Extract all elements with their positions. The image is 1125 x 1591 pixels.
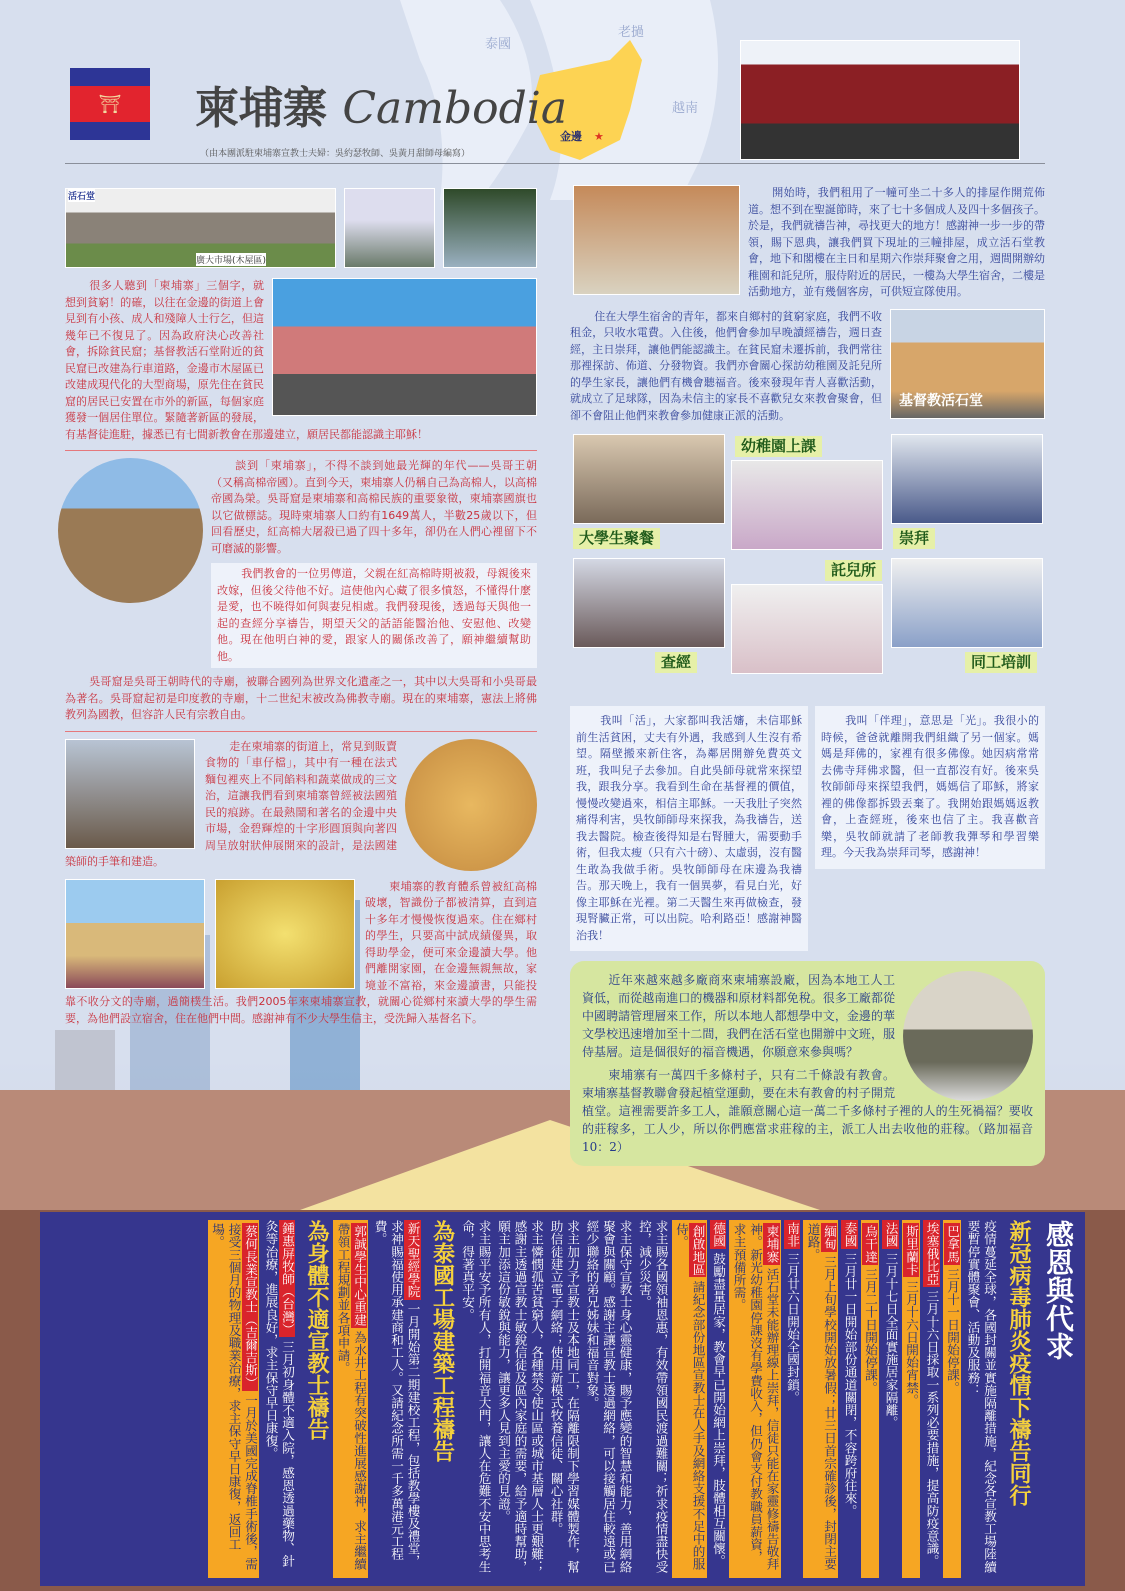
prayer-item xyxy=(841,1220,858,1578)
angkor-wat-photo xyxy=(58,458,203,603)
caption-kindergarten: 幼稚園上課 xyxy=(735,436,822,457)
food-cart-photo xyxy=(65,739,195,849)
prayer-text: 三月十六日開始宵禁。 xyxy=(904,1280,919,1407)
prayer-item xyxy=(943,1220,962,1578)
prayer-text: 三月初身體不適入院，感恩透過藥物、針灸等治療，進展良好，求主保守早日康復。 xyxy=(263,1220,295,1568)
prayer-text: 三月十六日採取一系列必要措施，提高防疫意識。 xyxy=(924,1290,940,1568)
prayer-tag: 創啟地區 xyxy=(690,1225,706,1276)
prayer-item xyxy=(710,1220,727,1578)
worship-photo xyxy=(891,434,1043,524)
congregation-photo xyxy=(573,185,740,295)
recruitment-box xyxy=(570,961,1045,1166)
testimony-huo: 我叫「活」，大家都叫我活嬸，未信耶穌前生活貧困，丈夫有外遇，我感到人生沒有希望。隔壁搬來新住客，為鄰居開辦免費英文班，我叫兒子去參加。自此吳師母就常來探望我，跟我分享。我看到生命在基督裡的價值，慢慢改變過來，相信主耶穌。一天我肚子突然痛得利害，吳牧師師母來探我，為我禱告，送我去醫院。檢查後得知是右腎腫大，需要動手術，但我太瘦（只有六十磅）、太虛弱，沒有醫生敢為我做手術。吳牧師師母在床邊為我禱告。那天晚上，我有一個異夢，看見白光，好像主耶穌在光裡。第二天醫生來再做檢查，發現腎臟正常，可以出院。哈利路亞！感謝神醫治我！ xyxy=(576,714,802,942)
prayer-text: 求主憐憫孤苦貧窮人，各種禁令使山區或城市基層人士更艱難；感謝主透過宣教士敏銳信徒及區內家庭的需要，給予適時幫助，願主加添這份敏銳與能力，讓更多人見到主愛的見證。 xyxy=(496,1220,544,1573)
prayer-text: 三月十一日開始停課。 xyxy=(945,1267,960,1394)
left-column xyxy=(65,188,537,1027)
prayer-item xyxy=(547,1220,580,1578)
prayer-item xyxy=(803,1220,838,1578)
prayer-item xyxy=(729,1220,781,1578)
caption-church: 活石堂 xyxy=(68,189,95,202)
prayer-item xyxy=(459,1220,492,1578)
paragraph-student-dorm: 住在大學生宿舍的青年，都來自鄉村的貧窮家庭，我們不收租金，只收水電費。入住後，他們會參加早晚讀經禱告，週日查經，主日崇拜，讓他們能認識主。在貧民窟未遷拆前，我們常往那裡探訪、佈道、分發物資。我們亦會關心探訪幼稚園及託兒所的學生家長，讓他們有機會聽福音。後來發現年青人喜歡活動，就成立了足球隊，因為未信主的家長不喜歡兒女來教會聚會，但卻不會阻止他們來教會參加健康正派的活動。 xyxy=(570,309,882,422)
prayer-text: 求主賜平安予所有人，打開福音大門，讓人在危難不安中思考生命，得著真平安。 xyxy=(460,1220,492,1573)
prayer-item xyxy=(923,1220,940,1578)
prayer-text: 一月開始第二期建校工程，包括教學樓及禮堂，求神賜福使用承建商和工人。又請紀念所需一千多萬港元工程費。 xyxy=(372,1220,421,1568)
prayer-item xyxy=(583,1220,633,1578)
prayer-text: 鼓勵盡量居家，教會早已開始網上崇拜，肢體相互關懷。 xyxy=(711,1252,726,1568)
nursery-photo xyxy=(731,584,883,674)
bible-study-photo xyxy=(573,558,725,648)
paragraph-preacher-story: 我們教會的一位男傳道，父親在紅高棉時期被殺，母親後來改嫁，但後父待他不好。這使他內心藏了很多憤怒，不懂得什麼是愛，也不曉得如何與妻兒相處。我們發現後，透過每天與他一起的查經分享禱告，期望天父的話語能醫治他、安慰他、改變他。現在他明白神的愛，跟家人的關係改善了，願神繼續幫助他。 xyxy=(217,567,531,663)
church-building-photo xyxy=(890,309,1045,419)
training-photo xyxy=(891,558,1043,648)
prayer-text: 三月上旬學校開始放暑假；廿三日首宗確診後，封閉主要道路。 xyxy=(805,1223,837,1571)
testimony-banli: 我叫「伴理」，意思是「光」。我很小的時候，爸爸就離開我們組織了另一個家。媽媽是拜佛的，家裡有很多佛像。她因病常常去佛寺拜佛求醫，但一直都沒有好。後來吳牧師師母來探望我們，媽媽信了耶穌，將家裡的佛像都拆毀丟棄了。我開始跟媽媽返教會，上查經班，後來也信了主。我喜歡音樂，吳牧師就請了老師教我彈琴和學習樂理。今天我為崇拜司琴，感謝神！ xyxy=(821,714,1039,859)
map-label-thailand: 泰國 xyxy=(485,37,512,52)
paragraph-poverty: 很多人聽到「柬埔寨」三個字，就想到貧窮！的確，以往在金邊的街道上會見到有小孩、成人和殘障人士行乞，但這幾年已不復見了。因為政府決心改善社會，拆除貧民窟；基督教活石堂附近的貧民窟已改建為行車道路，金邊市木屋區已改建成現代化的大型商場，原先住在貧民窟的居民已安置在市外的新區，每個家庭獲發一個居住單位。緊隨著新區的發展，有基督徒進駐，據悉已有七間新教會在那邊建立，願居民都能認識主耶穌！ xyxy=(65,279,428,441)
paragraph-angkor-history: 談到「柬埔寨」，不得不談到她最光輝的年代——吳哥王朝（又稱高棉帝國）。直到今天，柬埔寨人仍稱自己為高棉人，以高棉帝國為榮。吳哥窟是柬埔寨和高棉民族的重要象徵，柬埔寨國旗也以它做標誌。現時柬埔寨人口約有1649萬人，半數25歲以下，但回看歷史，紅高棉大屠殺已過了四十多年，卻仍在人們心裡留下不可磨滅的影響。 xyxy=(211,459,537,555)
health-prayer-item xyxy=(262,1220,295,1578)
header-divider xyxy=(65,163,1045,164)
prayer-subtitle: 新冠病毒肺炎疫情下禱告同行 xyxy=(1006,1220,1031,1506)
caption-bible-study: 查經 xyxy=(655,652,697,673)
caption-slum: 廣大市場(木屋區) xyxy=(196,253,266,266)
street-photo xyxy=(344,188,435,268)
prayer-title: 感恩與代求 xyxy=(1042,1220,1075,1360)
prayer-text: 為水井工程有突破性進展感謝神，求主繼續帶領工程規劃並各項申請。 xyxy=(335,1223,367,1571)
prayer-item xyxy=(882,1220,899,1578)
prayer-tag: 緬甸 xyxy=(822,1225,837,1251)
prayer-item xyxy=(861,1220,880,1578)
capital-star-icon: ★ xyxy=(594,130,604,143)
prayer-text: 三月廿一日開始部份通道關閉，不容跨府往來。 xyxy=(842,1252,858,1517)
prayer-tag: 南非 xyxy=(785,1222,800,1248)
page-title: 柬埔寨 Cambodia xyxy=(195,83,568,134)
mall-photo xyxy=(272,278,537,416)
prayer-tag: 法國 xyxy=(883,1222,899,1248)
caption-nursery: 託兒所 xyxy=(825,560,882,581)
photo-grid xyxy=(570,434,1045,700)
prayer-item xyxy=(902,1220,921,1578)
tuktuk-sunset-photo xyxy=(903,971,1033,1101)
slum-photo xyxy=(65,188,336,268)
health-prayer-item xyxy=(208,1220,260,1578)
prayer-requests-panel xyxy=(40,1212,1085,1586)
prayer-item xyxy=(636,1220,669,1578)
prayer-item xyxy=(672,1220,707,1578)
prayer-tag: 烏干達 xyxy=(863,1225,878,1263)
prayer-text: 一月於美國完成脊椎手術後，需接受三個月的物理及職業治療，求主保守早日康復，返回工場。 xyxy=(210,1223,258,1571)
prayer-item xyxy=(495,1220,545,1578)
map-label-vietnam: 越南 xyxy=(672,101,699,116)
caption-church-sign: 基督教活石堂 xyxy=(899,392,983,409)
thai-prayer-item xyxy=(333,1220,368,1578)
prayer-text: 三月二十日開始停課。 xyxy=(863,1267,878,1394)
prayer-text: 三月廿六日開始全國封鎖。 xyxy=(785,1252,800,1404)
paragraph-angkor-religion: 吳哥窟是吳哥王朝時代的寺廟，被聯合國列為世界文化遺產之一，其中以大吳哥和小吳哥最為著名。吳哥窟起初是印度教的寺廟，十二世紀末被改為佛教寺廟。現在的柬埔寨，憲法上將佛教列為國教，但容許人民有宗教自由。 xyxy=(65,675,537,721)
prayer-tag: 德國 xyxy=(711,1222,726,1248)
paragraph-chinese-class: 近年來越來越多廠商來柬埔寨設廠，因為本地工人工資低，而從越南進口的機器和原材料都免稅。很多工廠都從中國聘請管理層來工作，所以本地人都想學中文，金邊的華文學校迅速增加至十二間，我們在活石堂也開辦中文班，服侍基層。這是個很好的福音機遇，你願意來參與嗎？ xyxy=(582,973,895,1059)
prayer-tag: 埃塞俄比亞 xyxy=(924,1222,940,1285)
student-meal-photo xyxy=(573,434,725,524)
prayer-text: 請紀念部份地區宣教士在人手及網絡支援不足中的服侍。 xyxy=(674,1223,706,1571)
prayer-tag: 柬埔寨 xyxy=(764,1225,780,1263)
prayer-tag: 郭誠學生中心重建 xyxy=(352,1225,367,1326)
market-dome-photo xyxy=(215,879,355,989)
prayer-tag: 蔡何長業宣教士（吉爾吉斯） xyxy=(243,1225,258,1389)
central-market-photo xyxy=(65,879,205,989)
paragraph-church-start: 開始時，我們租用了一幢可坐二十多人的排屋作開荒佈道。想不到在聖誕節時，來了七十多個成人及四十多個孩子。於是，我們就禱告神，尋找更大的地方！感謝神一步一步的帶領，賜下恩典，讓我們買下現址的三幢排屋，成立活石堂教會，地下和閣樓在主日和星期六作崇拜聚會之用，週間開辦幼稚園和託兒所，服侍附近的居民，一樓為大學生宿舍，二樓是活動地方，並有幾個客房，可供短宣隊使用。 xyxy=(748,186,1045,298)
prayer-tag: 巴拿馬 xyxy=(945,1225,960,1263)
sandwich-photo xyxy=(405,739,537,871)
prayer-tag: 泰國 xyxy=(842,1222,858,1248)
prayer-tag: 新天聖經學院 xyxy=(405,1222,421,1298)
divider xyxy=(65,450,537,451)
prayer-text: 求主保守宣教士身心靈健康，賜予應變的智慧和能力，善用網絡聚會與關顧。感謝主讓宣教士透過網絡，可以接觸居住較遠或已經少聯絡的弟兄姊妹和福音對象。 xyxy=(584,1220,633,1573)
paragraph-education: 柬埔寨的教育體系曾被紅高棉破壞，智識份子都被清算，直到這十多年才慢慢恢復過來。住在鄉村的學生，只要高中試成績優異，取得助學金，便可來金邊讀大學。他們離開家園，在金邊無親無故，家境並不富裕，來金邊讀書，只能投靠不收分文的寺廟，過簡樸生活。我們2005年來柬埔寨宣教，就關心從鄉村來讀大學的學生需要，為他們設立宿舍，住在他們中間。感謝神有不少大學生信主，受洗歸入基督名下。 xyxy=(65,879,537,1025)
prayer-tag: 鍾惠屏牧師（台灣） xyxy=(280,1222,295,1336)
prayer-text: 三月十七日全面實施居家隔離。 xyxy=(883,1252,899,1429)
paragraph-church-planting: 柬埔寨有一萬四千多條村子，只有二千條設有教會。柬埔寨基督教聯會發起植堂運動，要在未有教會的村子開荒植堂。這裡需要許多工人，誰願意關心這一萬二千多條村子裡的人的生死禍福？要收的莊稼多，工人少，所以你們應當求莊稼的主，派工人出去收他的莊稼。（路加福音10：2） xyxy=(582,1068,1033,1154)
canal-photo xyxy=(443,188,537,268)
kindergarten-photo xyxy=(731,460,883,550)
prayer-item xyxy=(784,1220,801,1578)
prayer-text: 求主加力予宣教士及本地同工，在隔離限制下學習媒體製作，幫助信徒建立電子網絡；使用新模式牧養信徒、關心社群。 xyxy=(548,1220,580,1573)
caption-worship: 崇拜 xyxy=(893,528,935,549)
byline: （由本團派駐柬埔寨宣教士夫婦：吳約瑟牧師、吳黃月甜師母編寫） xyxy=(200,149,471,159)
health-heading: 為身體不適宣教士禱告 xyxy=(304,1220,329,1440)
thai-prayer-item xyxy=(371,1220,421,1578)
prayer-text: 活石堂未能辦理線上崇拜，信徒只能在家靈修禱告敬拜神。新光幼稚園停課沒有學費收入，但仍會支付教職員薪資，求主預備所需。 xyxy=(731,1223,780,1571)
prayer-text: 求主賜各國領袖恩惠，有效帶領國民渡過難關；祈求疫情盡快受控，減少災害。 xyxy=(637,1220,669,1573)
thai-heading: 為泰國工場建築工程禱告 xyxy=(429,1220,455,1462)
paragraph-street-food: 走在柬埔寨的街道上，常見到販賣食物的「車仔檔」，其中有一種在法式麵包裡夾上不同餡料和蔬菜做成的三文治，這讓我們看到柬埔寨曾經被法國殖民的痕跡。在最熱鬧和著名的金邊中央市場，金碧輝煌的十字形圓頂與向著四周呈放射狀伸展開來的設計，是法國建築師的手筆和建造。 xyxy=(65,739,397,868)
prayer-intro: 疫情蔓延全球，各國封關並實施隔離措施，紀念各宣教工場陸續要暫停實體聚會、活動及服務： xyxy=(965,1220,997,1573)
caption-student-meal: 大學生聚餐 xyxy=(573,528,660,549)
map-label-capital: 金邊 xyxy=(560,130,582,143)
caption-training: 同工培訓 xyxy=(965,652,1037,673)
right-column xyxy=(570,185,1045,1166)
map-label-laos: 老撾 xyxy=(618,25,645,40)
tuktuk-photo xyxy=(740,40,1020,160)
cambodia-flag: ⛩ xyxy=(70,68,150,140)
divider xyxy=(65,731,537,732)
prayer-tag: 斯里蘭卡 xyxy=(904,1225,919,1276)
